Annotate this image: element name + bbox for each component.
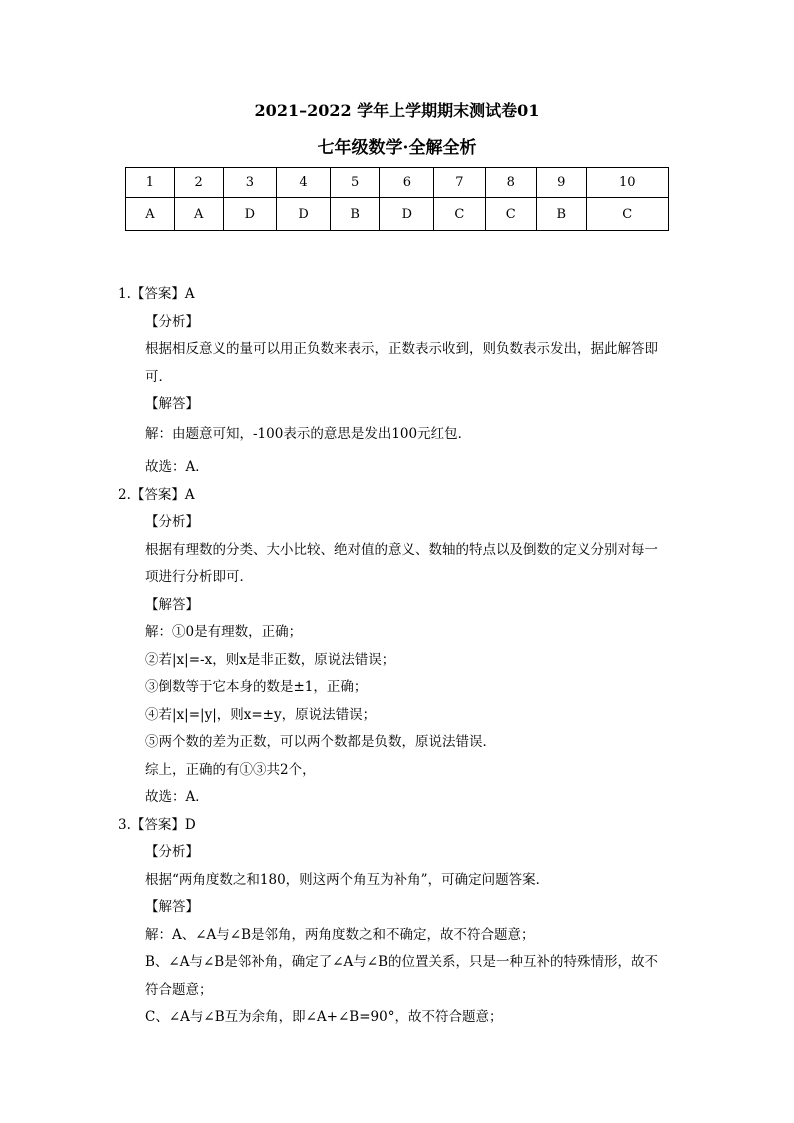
answer-cell: B <box>536 198 586 231</box>
solution-text: 符合题意； <box>145 981 213 998</box>
analysis-label: 【分析】 <box>145 313 199 330</box>
question-number-cell: 8 <box>485 168 536 198</box>
question-number-cell: 9 <box>536 168 586 198</box>
question-number-cell: 6 <box>380 168 434 198</box>
answer-table-answer-row <box>126 198 669 231</box>
question-3-answer: 3.【答案】D <box>118 816 196 833</box>
answer-cell: A <box>174 198 223 231</box>
analysis-text: 可． <box>145 368 172 385</box>
analysis-text: 项进行分析即可． <box>145 569 253 585</box>
document-title: 2021–2022 学年上学期期末测试卷01 <box>254 101 540 120</box>
solution-text: 解：A、∠A与∠B是邻角，两角度数之和不确定，故不符合题意； <box>145 926 535 943</box>
answer-cell: D <box>380 198 434 231</box>
solution-text: ③倒数等于它本身的数是±1，正确； <box>145 679 368 695</box>
analysis-label: 【分析】 <box>145 514 199 530</box>
answer-cell: C <box>485 198 536 231</box>
answer-cell: A <box>126 198 175 231</box>
answer-table <box>125 167 669 231</box>
solution-label: 【解答】 <box>145 899 199 915</box>
solutions-body <box>118 281 688 1032</box>
question-2-answer: 2.【答案】A <box>118 486 195 503</box>
solution-label: 【解答】 <box>145 596 199 613</box>
solution-text: ⑤两个数的差为正数，可以两个数都是负数，原说法错误． <box>145 734 496 750</box>
answer-table-number-row <box>126 168 669 198</box>
solution-text: 解：由题意可知，-100表示的意思是发出100元红包． <box>145 425 472 442</box>
solution-text: C、∠A与∠B互为余角，即∠A+∠B=90°，故不符合题意； <box>145 1009 503 1025</box>
document-subtitle: 七年级数学·全解全析 <box>317 138 477 158</box>
analysis-text: 根据相反意义的量可以用正负数来表示，正数表示收到，则负数表示发出，据此解答即 <box>145 341 658 357</box>
question-1-answer: 1.【答案】A <box>118 286 195 302</box>
choice-text: 故选：A． <box>145 789 209 805</box>
analysis-text: 根据有理数的分类、大小比较、绝对值的意义、数轴的特点以及倒数的定义分别对每一 <box>145 541 658 558</box>
question-number-cell: 10 <box>586 168 668 198</box>
summary-text: 综上，正确的有①③共2个， <box>145 761 316 778</box>
solution-text: ②若|x|=-x，则x是非正数，原说法错误； <box>145 651 396 668</box>
question-number-cell: 1 <box>126 168 175 198</box>
answer-cell: B <box>330 198 380 231</box>
answer-cell: D <box>223 198 277 231</box>
answer-cell: D <box>277 198 331 231</box>
question-number-cell: 3 <box>223 168 277 198</box>
choice-text: 故选：A． <box>145 459 209 475</box>
question-number-cell: 2 <box>174 168 223 198</box>
analysis-text: 根据“两角度数之和180，则这两个角互为补角”，可确定问题答案． <box>145 871 550 888</box>
answer-cell: C <box>434 198 485 231</box>
solution-text: 解：①0是有理数，正确； <box>145 624 303 640</box>
question-number-cell: 4 <box>277 168 331 198</box>
question-number-cell: 7 <box>434 168 485 198</box>
solution-text: B、∠A与∠B是邻补角，确定了∠A与∠B的位置关系，只是一种互补的特殊情形，故不 <box>145 954 659 970</box>
solution-text: ④若|x|=|y|，则x=±y，原说法错误； <box>145 706 377 723</box>
question-number-cell: 5 <box>330 168 380 198</box>
solution-label: 【解答】 <box>145 396 199 412</box>
analysis-label: 【分析】 <box>145 844 199 860</box>
answer-cell: C <box>586 198 668 231</box>
